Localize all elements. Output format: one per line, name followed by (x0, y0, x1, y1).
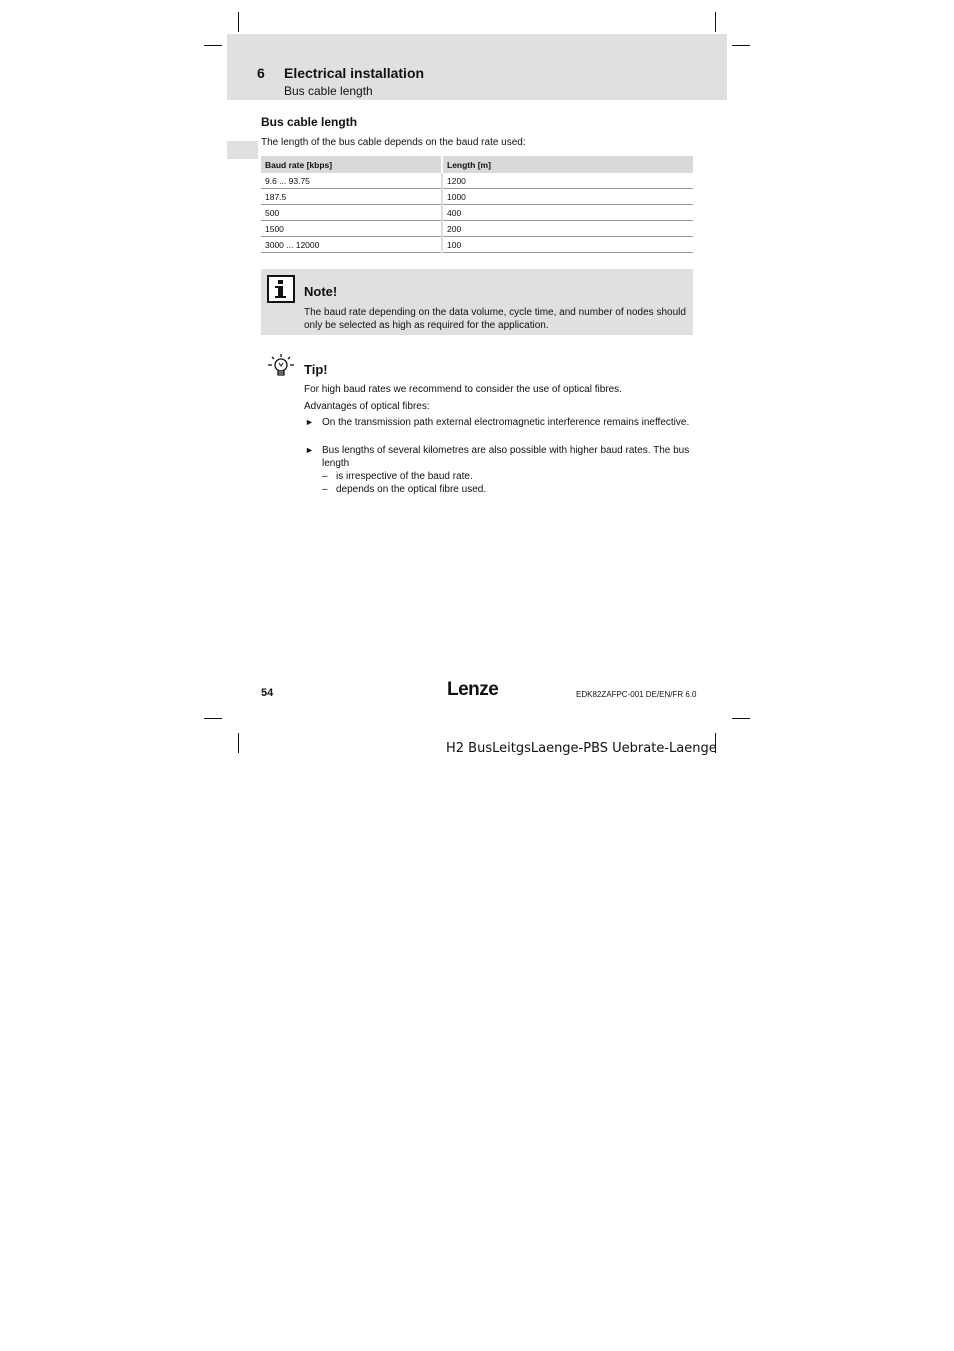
table-cell: 1000 (442, 189, 693, 205)
section-title: Bus cable length (261, 115, 358, 129)
sub-list-item: depends on the optical fibre used. (336, 484, 487, 495)
table-cell: 3000 ... 12000 (261, 237, 442, 253)
table-cell: 500 (261, 205, 442, 221)
tip-title: Tip! (304, 362, 328, 377)
table-cell: 187.5 (261, 189, 442, 205)
crop-mark (715, 12, 716, 32)
bullet-marker: ► (305, 417, 314, 427)
document-id: EDK82ZAFPC-001 DE/EN/FR 6.0 (576, 690, 697, 699)
lenze-logo: Lenze (447, 679, 499, 700)
table-row (261, 205, 693, 221)
section-intro: The length of the bus cable depends on the baud rate used: (261, 137, 526, 148)
table-row (261, 221, 693, 237)
info-icon (267, 275, 295, 303)
crop-mark (732, 45, 750, 46)
lightbulb-icon (266, 352, 296, 387)
table-row (261, 237, 693, 253)
tip-paragraph: Advantages of optical fibres: (304, 401, 430, 412)
crop-mark (238, 733, 239, 753)
column-header: Baud rate [kbps] (261, 156, 442, 173)
side-tab (227, 141, 258, 159)
crop-mark (732, 718, 750, 719)
table-header-row (261, 156, 693, 173)
chapter-subtitle: Bus cable length (284, 84, 373, 98)
crop-mark (238, 12, 239, 32)
table-cell: 1200 (442, 173, 693, 189)
crop-mark (204, 718, 222, 719)
file-stamp: H2 BusLeitgsLaenge-PBS Uebrate-Laenge (446, 741, 717, 756)
table-cell: 9.6 ... 93.75 (261, 173, 442, 189)
column-header: Length [m] (442, 156, 693, 173)
page-number: 54 (261, 687, 274, 699)
note-title: Note! (304, 284, 338, 299)
list-item: Bus lengths of several kilometres are also possible with higher baud rates. The bus length (322, 445, 690, 469)
table-cell: 400 (442, 205, 693, 221)
table-row (261, 189, 693, 205)
chapter-title: Electrical installation (284, 65, 425, 81)
sub-list-item: is irrespective of the baud rate. (336, 471, 473, 482)
list-item: On the transmission path external electromagnetic interference remains ineffective. (322, 417, 690, 428)
table-cell: 1500 (261, 221, 442, 237)
table-cell: 200 (442, 221, 693, 237)
table-row (261, 173, 693, 189)
chapter-number: 6 (257, 65, 265, 81)
bullet-marker: ► (305, 445, 314, 455)
table-cell: 100 (442, 237, 693, 253)
crop-mark (204, 45, 222, 46)
baud-rate-table (261, 156, 693, 253)
tip-paragraph: For high baud rates we recommend to consider the use of optical fibres. (304, 384, 622, 395)
dash-marker: – (322, 484, 328, 495)
note-text: The baud rate depending on the data volume, cycle time, and number of nodes should only be selected as high as required for the application. (304, 307, 686, 331)
dash-marker: – (322, 471, 328, 482)
